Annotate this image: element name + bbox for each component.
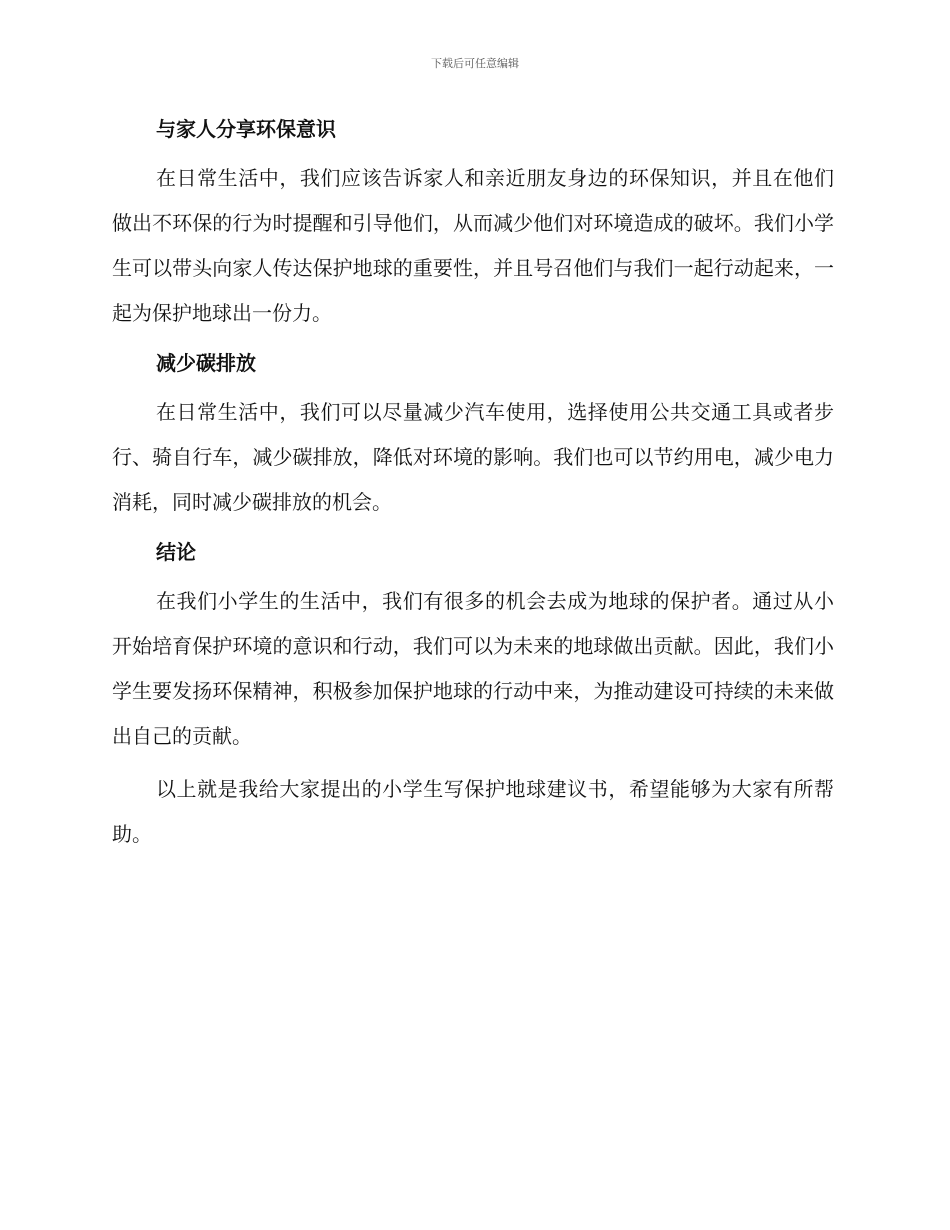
document-body <box>112 110 834 857</box>
page-header-note: 下载后可任意编辑 <box>431 57 519 70</box>
paragraph: 在我们小学生的生活中，我们有很多的机会去成为地球的保护者。通过从小开始培育保护环境的意识和行动，我们可以为未来的地球做出贡献。因此，我们小学生要发扬环保精神，积极参加保护地球的行动中来，为推动建设可持续的未来做出自己的贡献。 <box>112 589 834 748</box>
section-heading: 结论 <box>156 540 196 564</box>
paragraph: 在日常生活中，我们可以尽量减少汽车使用，选择使用公共交通工具或者步行、骑自行车，减少碳排放，降低对环境的影响。我们也可以节约用电，减少电力消耗，同时减少碳排放的机会。 <box>112 400 834 514</box>
section-heading: 减少碳排放 <box>156 351 256 375</box>
section-heading: 与家人分享环保意识 <box>156 117 336 141</box>
paragraph: 在日常生活中，我们应该告诉家人和亲近朋友身边的环保知识，并且在他们做出不环保的行为时提醒和引导他们，从而减少他们对环境造成的破坏。我们小学生可以带头向家人传达保护地球的重要性，并且号召他们与我们一起行动起来，一起为保护地球出一份力。 <box>112 166 834 325</box>
paragraph: 以上就是我给大家提出的小学生写保护地球建议书，希望能够为大家有所帮助。 <box>112 777 834 846</box>
